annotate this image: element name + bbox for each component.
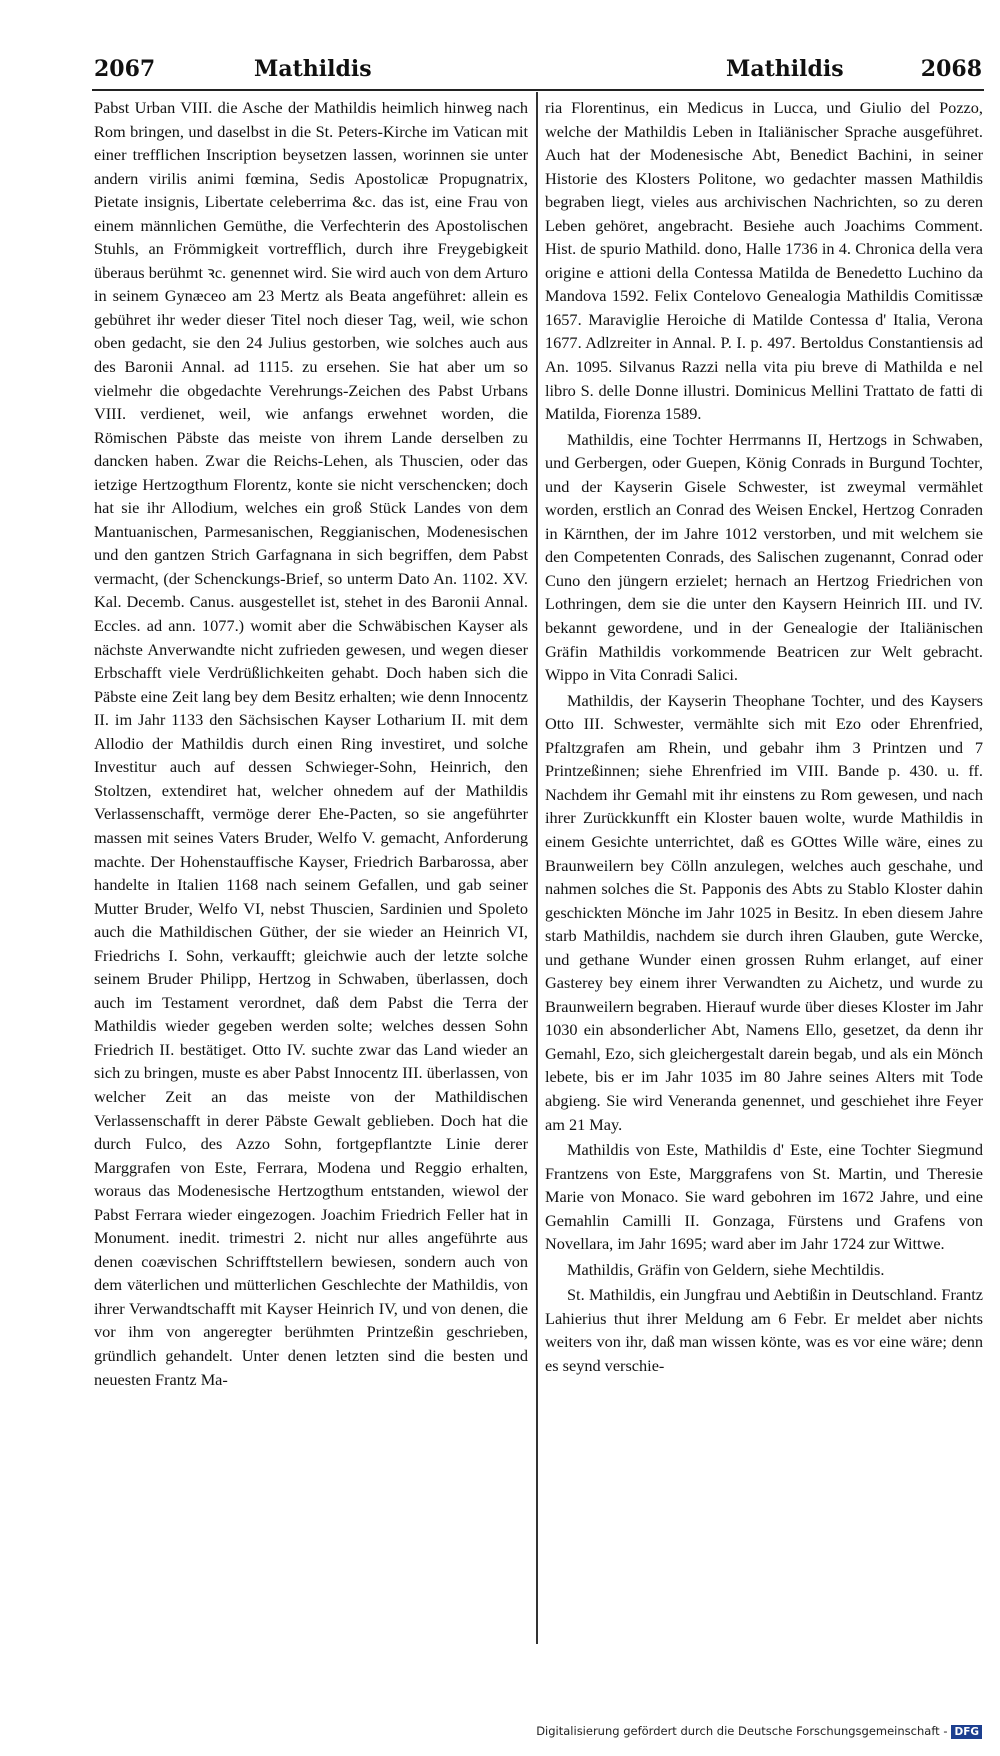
credit-text: Digitalisierung gefördert durch die Deutsche Forschungsgemeinschaft - bbox=[536, 1724, 948, 1738]
entry-paragraph: Mathildis, der Kayserin Theophane Tochter, und des Kaysers Otto III. Schwester, vermählte sich mit Ezo oder Ehrenfried, Pfaltzgrafen am Rhein, und gebahr ihm 3 Printzen und 7 Printzeßinnen; siehe Ehrenfried im VIII. Bande p. 430. u. ff. Nachdem ihr Gemahl mit ihr einstens zu Rom gewesen, und nach ihrer Zurückkunfft ein Kloster bauen wolte, wurde Mathildis in einem Gesichte unterrichtet, daß es GOttes Wille wäre, eines zu Braunweilern bey Cölln anzulegen, welches auch geschahe, und nahmen solches die St. Papponis des Abts zu Stablo Kloster dahin geschickten Mönche im Jahr 1025 in Besitz. In eben diesem Jahre starb Mathildis, nachdem sie durch ihren Glauben, gute Wercke, und gethane Wunder einen grossen Ruhm erlanget, auf einer Gasterey bey einem ihrer Verwandten zu Aichetz, und wurde zu Braunweilern begraben. Hierauf wurde über dieses Kloster im Jahr 1030 ein absonderlicher Abt, Namens Ello, gesetzet, da denn ihr Gemahl, Ezo, sich gleichergestalt darein begab, und als ein Mönch lebete, bis er im Jahr 1035 im 80 Jahre seines Alters mit Tode abgieng. Sie wird Veneranda genennet, und geschiehet ihre Feyer am 21 May. bbox=[545, 690, 983, 1134]
digitization-credit bbox=[536, 1724, 982, 1742]
running-title-right: Mathildis bbox=[726, 56, 844, 82]
running-title-left: Mathildis bbox=[254, 56, 372, 82]
dfg-logo: DFG bbox=[951, 1725, 982, 1739]
entry-paragraph: Mathildis, Gräfin von Geldern, siehe Mechtildis. bbox=[567, 1259, 885, 1279]
text-column-left bbox=[94, 96, 528, 1644]
entry-paragraph: Mathildis, eine Tochter Herrmanns II, Hertzogs in Schwaben, und Gerbergen, oder Guepen, König Conrads in Burgund Tochter, und der Kayserin Gisele Schwester, ist zweymal vermählet worden, erstlich an Conrad des Weisen Enckel, Hertzog Conraden in Kärnthen, der im Jahre 1012 verstorben, und mit welchem sie den Competenten Conrads, des Salischen zugenannt, Conrad oder Cuno den jüngern erzielet; hernach an Hertzog Friedrichen von Lothringen, dem sie die unter den Kaysern Heinrich III. und IV. bekannt gewordene, und in der Genealogie der Italiänischen Gräfin Mathildis vorkommende Beatricen zur Welt gebracht. Wippo in Vita Conradi Salici. bbox=[545, 429, 983, 685]
page-number-left: 2067 bbox=[94, 56, 156, 82]
column-divider bbox=[536, 92, 538, 1644]
header-rule bbox=[92, 89, 984, 91]
text-column-right bbox=[545, 96, 983, 1644]
entry-paragraph: St. Mathildis, ein Jungfrau und Aebtißin in Deutschland. Frantz Lahierius thut ihrer Meldung am 6 Febr. Er meldet aber nichts weiters von ihr, daß man wissen könte, was es vor eine wäre; denn es seynd verschie- bbox=[545, 1285, 983, 1375]
paragraph: ria Florentinus, ein Medicus in Lucca, und Giulio del Pozzo, welche der Mathildis Leben in Italiänischer Sprache ausgeführet. Auch hat der Modenesische Abt, Benedict Bachini, in seiner Historie des Klosters Politone, wo gedachter massen Mathildis begraben liegt, vieles aus archivischen Nachrichten, so zu deren Leben gehöret, angebracht. Besiehe auch Joachims Comment. Hist. de spurio Mathild. dono, Halle 1736 in 4. Chronica della vera origine e attioni della Contessa Matilda de Benedetto Luchino da Mandova 1592. Felix Contelovo Genealogia Mathildis Comitissæ 1657. Maraviglie Heroiche di Matilde Contessa d' Italia, Verona 1677. Adlzreiter in Annal. P. I. p. 497. Bertoldus Constantiensis ad An. 1095. Silvanus Razzi nella vita piu breve di Mathilda e nel libro S. delle Donne illustri. Dominicus Mellini Trattato de fatti di Matilda, Fiorenza 1589. bbox=[545, 98, 983, 424]
paragraph: Pabst Urban VIII. die Asche der Mathildis heimlich hinweg nach Rom bringen, und daselbst in die St. Peters-Kirche im Vatican mit einer trefflichen Inscription beysetzen lassen, worinnen sie unter andern virilis animi fœmina, Sedis Apostolicæ Propugnatrix, Pietate insignis, Libertate celeberrima &c. das ist, eine Frau von einem männlichen Gemüthe, die Verfechterin des Apostolischen Stuhls, an Frömmigkeit vortrefflich, durch ihre Freygebigkeit überaus berühmt ꝛc. genennet wird. Sie wird auch von dem Arturo in seinem Gynæceo am 23 Mertz als Beata angeführet: allein es gebühret ihr weder dieser Titel noch dieser Tag, weil, wie schon oben gedacht, sie den 24 Julius gestorben, wie solches auch aus des Baronii Annal. ad 1115. zu ersehen. Sie hat aber um so vielmehr die obgedachte Verehrungs-Zeichen des Pabst Urbans VIII. verdienet, weil, wie anfangs erwehnet worden, die Römischen Päbste das meiste von ihrem Lande derselben zu dancken haben. Zwar die Reichs-Lehen, als Thuscien, oder das ietzige Hertzogthum Florentz, konte sie nicht verschencken; doch hat sie ihr Allodium, welches ein groß Stück Landes von dem Mantuanischen, Parmesanischen, Reggianischen, Modenesischen und den gantzen Strich Garfagnana in sich begriffen, dem Pabst vermacht, (der Schenckungs-Brief, so unterm Dato An. 1102. XV. Kal. Decemb. Canus. ausgestellet ist, stehet in des Baronii Annal. Eccles. ad ann. 1077.) womit aber die Schwäbischen Kayser als nächste Anverwandte nicht zufrieden gewesen, und wegen dieser Erbschafft viele Verdrüßlichkeiten gehabt. Doch haben sich die Päbste eine Zeit lang bey dem Besitz erhalten; wie denn Innocentz II. im Jahr 1133 den Sächsischen Kayser Lotharium II. mit dem Allodio der Mathildis durch einen Ring investiret, und solche Investitur auch auf dessen Schwieger-Sohn, Heinrich, den Stoltzen, extendiret hat, welcher ohnedem auf der Mathildis Verlassenschafft, vermöge derer Ehe-Pacten, so sie angeführter massen mit seines Vaters Bruder, Welfo V. gemacht, Anforderung machte. Der Hohenstauffische Kayser, Friedrich Barbarossa, aber handelte in Italien 1168 nach seinem Gefallen, und gab seiner Mutter Bruder, Welfo VI, nebst Thuscien, Sardinien und Spoleto auch die Mathildischen Güther, der sie wieder an Heinrich VI, Friedrichs I. Sohn, verkaufft; gleichwie auch der letzte solche seinem Bruder Philipp, Hertzog in Schwaben, überlassen, doch auch im Testament verordnet, daß dem Pabst die Terra der Mathildis wieder gegeben werden solte; welches dessen Sohn Friedrich II. bestätiget. Otto IV. suchte zwar das Land wieder an sich zu bringen, muste es aber Pabst Innocentz III. überlassen, von welcher Zeit an das meiste von der Mathildischen Verlassenschafft in derer Päbste Gewalt geblieben. Doch hat die durch Fulco, des Azzo Sohn, fortgepflantzte Linie derer Marggrafen von Este, Ferrara, Modena und Reggio erhalten, woraus das Modenesische Hertzogthum entstanden, wiewol der Pabst Ferrara wieder eingezogen. Joachim Friedrich Feller hat in Monument. inedit. trimestri 2. nicht nur alles angeführte aus denen coævischen Schrifftstellern bewiesen, sondern auch von dem väterlichen und mütterlichen Geschlechte der Mathildis, von ihrer Verwandtschafft mit Kayser Heinrich IV, und von denen, die vor ihm von angeregter berühmten Printzeßin geschrieben, gründlich gehandelt. Unter denen letzten sind die besten und neuesten Frantz Ma- bbox=[94, 98, 528, 1389]
page-number-right: 2068 bbox=[920, 56, 982, 82]
running-header bbox=[94, 56, 982, 86]
entry-paragraph: Mathildis von Este, Mathildis d' Este, eine Tochter Siegmund Frantzens von Este, Marggrafens von St. Martin, und Theresie Marie von Monaco. Sie ward gebohren im 1672 Jahre, und eine Gemahlin Camilli II. Gonzaga, Fürstens und Grafens von Novellara, im Jahr 1695; ward aber im Jahr 1724 zur Wittwe. bbox=[545, 1140, 983, 1254]
